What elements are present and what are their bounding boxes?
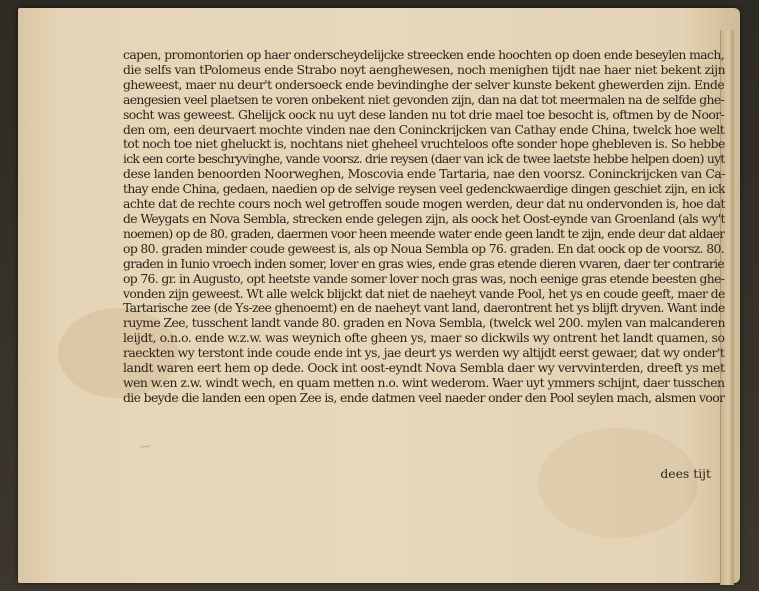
text-line: ick een corte beschryvinghe, vande voorsz. drie reysen (daer van ick de twee laetste hebbe helpen doen) uyt [123, 152, 725, 167]
text-line: thay ende China, gedaen, naedien op de selvige reysen veel gedenckwaerdige dingen geschiet zijn, en ick [123, 182, 725, 197]
text-line: gheweest, maer nu deur't ondersoeck ende bevindinghe der selver kunste bekent ghewerden zijn. Ende [123, 77, 725, 92]
text-line: graden in Iunio vroech inden somer, lover en gras wies, ende gras etende dieren vvaren, daer ter contrarie [123, 256, 725, 271]
paper-stain [538, 428, 698, 538]
text-line: tot noch toe niet gheluckt is, nochtans niet gheheel vruchteloos ofte sonder hope ghebleven is. So hebbe [123, 137, 725, 152]
text-line: op 76. gr. in Augusto, opt heetste vande somer lover noch gras was, noch eenige gras etende beesten ghe- [123, 271, 725, 286]
text-line: den om, een deurvaert mochte vinden nae den Coninckrijcken van Cathay ende China, twelck hoe welt [123, 122, 725, 137]
text-line: leijdt, o.n.o. ende w.z.w. was weynich ofte gheen ys, maer so dickwils wy ontrent het landt quamen, so [123, 331, 725, 346]
text-line: die selfs van tPolomeus ende Strabo noyt aenghewesen, noch menighen tijdt nae haer niet bekent zijn [123, 62, 725, 77]
text-line: aengesien veel plaetsen te voren onbekent niet gevonden zijn, dan na dat tot meermalen na de selfde ghe- [123, 92, 725, 107]
text-line: raeckten wy terstont inde coude ende int ys, jae deurt ys werden wy altijdt eerst gewaer, dat wy onder't [123, 346, 725, 361]
text-line: capen, promontorien op haer onderscheydelijcke streecken ende hoochten op doen ende beseylen mach, [123, 48, 725, 62]
text-line: noemen) op de 80. graden, daermen voor heen meende water ende geen landt te zijn, ende deur dat aldaer [123, 226, 725, 241]
text-line: achte dat de rechte cours noch wel getroffen soude mogen werden, deur dat nu ondervonden is, hoe dat [123, 197, 725, 212]
text-line: socht was geweest. Ghelijck oock nu uyt dese landen nu tot drie mael toe besocht is, oftmen by de Noor- [123, 107, 725, 122]
text-line: Tartarische zee (de Ys-zee ghenoemt) en de naeheyt vant land, daerontrent het ys blijft dryven. Want inde [123, 301, 725, 316]
text-line: ruyme Zee, tusschent landt vande 80. graden en Nova Sembla, (twelck wel 200. mylen van malcanderen [123, 316, 725, 331]
text-line: op 80. graden minder coude geweest is, als op Noua Sembla op 76. graden. En dat oock op de voorsz. 80. [123, 241, 725, 256]
text-line: die beyde die landen een open Zee is, ende datmen veel naeder onder den Pool seylen mach, alsmen voor [123, 390, 725, 405]
text-line: vonden zijn geweest. Wt alle welck blijckt dat niet de naeheyt vande Pool, het ys en coude geeft, maer de [123, 286, 725, 301]
catchword: dees tijt [660, 466, 711, 481]
body-text [123, 48, 725, 406]
text-line: wen w.en z.w. windt wech, en quam metten n.o. wint wederom. Waer uyt ymmers schijnt, daer tusschen [123, 375, 725, 390]
text-line: landt waren eert hem op dede. Oock int oost-eyndt Nova Sembla daer wy vervvinterden, dreeft ys met [123, 361, 725, 376]
text-line: de Weygats en Nova Sembla, strecken ende gelegen zijn, als oock het Oost-eynde van Groenland (als wy't [123, 211, 725, 226]
pencil-marking: ⁓ [139, 439, 152, 454]
text-line: dese landen benoorden Noorweghen, Moscovia ende Tartaria, nae den voorsz. Coninckrijcken van Ca- [123, 167, 725, 182]
